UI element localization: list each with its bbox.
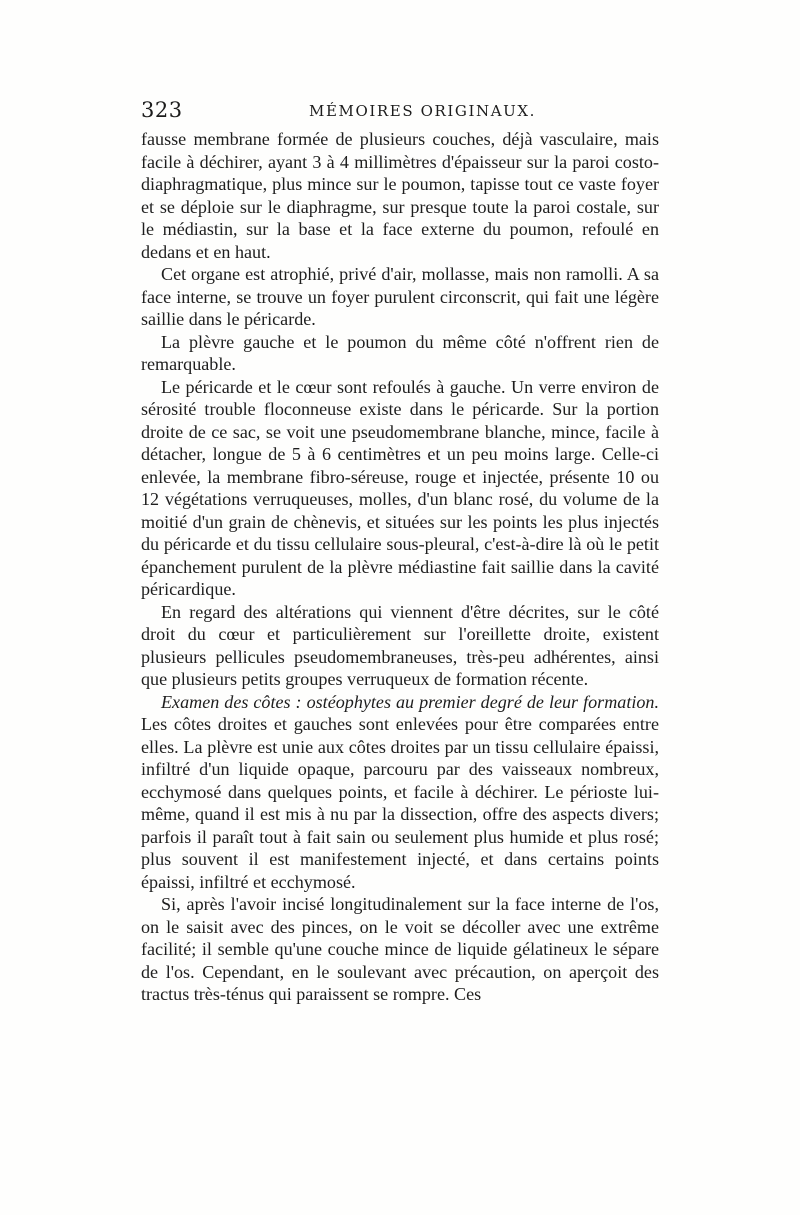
paragraph-left-pleura: La plèvre gauche et le poumon du même côté n'offrent rien de remarquable.: [141, 331, 659, 374]
body-text: [141, 128, 659, 1006]
paragraph-organ-atrophy: Cet organe est atrophié, privé d'air, mollasse, mais non ramolli. A sa face interne, se trouve un foyer purulent circonscrit, qui fait une légère saillie dans le péricarde.: [141, 264, 659, 329]
paragraph-rib-text: Les côtes droites et gauches sont enlevées pour être comparées entre elles. La plèvre est unie aux côtes droites par un tissu cellulaire épaissi, infiltré d'un liquide opaque, parcouru par des vaisseaux nombreux, ecchymosé dans quelques points, et facile à déchirer. Le périoste lui-même, quand il est mis à nu par la dissection, offre des aspects divers; parfois il paraît tout à fait sain ou seulement plus humide et plus rosé; plus souvent il est manifestement injecté, et dans certains points épaissi, infiltré et ecchymosé.: [141, 714, 659, 892]
paragraph-periosteum: Si, après l'avoir incisé longitudinalement sur la face interne de l'os, on le saisit avec des pinces, on le voit se décoller avec une extrême facilité; il semble qu'une couche mince de liquide gélatineux le sépare de l'os. Cependant, en le soulevant avec précaution, on aperçoit des tractus très-ténus qui paraissent se rompre. Ces: [141, 894, 659, 1004]
section-heading-italic: Examen des côtes : ostéophytes au premier degré de leur formation.: [161, 691, 659, 712]
page-number: 323: [141, 98, 183, 122]
paragraph-continuation: fausse membrane formée de plusieurs couches, déjà vasculaire, mais facile à déchirer, ayant 3 à 4 millimètres d'épaisseur sur la paroi costo-diaphragmatique, plus mince sur le poumon, tapisse tout ce vaste foyer et se déploie sur le diaphragme, sur presque toute la paroi costale, sur le médiastin, sur la base et la face externe du poumon, refoulé en dedans et en haut.: [141, 129, 659, 262]
paragraph-right-heart: En regard des altérations qui viennent d'être décrites, sur le côté droit du cœur et particulièrement sur l'oreillette droite, existent plusieurs pellicules pseudomembraneuses, très-peu adhérentes, ainsi que plusieurs petits groupes verruqueux de formation récente.: [141, 601, 659, 689]
paragraph-rib-examination: [141, 691, 659, 894]
page-header: [141, 98, 659, 128]
running-title: MÉMOIRES ORIGINAUX.: [309, 102, 537, 120]
paragraph-pericardium: Le péricarde et le cœur sont refoulés à gauche. Un verre environ de sérosité trouble floconneuse existe dans le péricarde. Sur la portion droite de ce sac, se voit une pseudomembrane blanche, mince, facile à détacher, longue de 5 à 6 centimètres et un peu moins large. Celle-ci enlevée, la membrane fibro-séreuse, rouge et injectée, présente 10 ou 12 végétations verruqueuses, molles, d'un blanc rosé, du volume de la moitié d'un grain de chènevis, et situées sur les points les plus injectés du péricarde et du tissu cellulaire sous-pleural, c'est-à-dire là où le petit épanchement purulent de la plèvre médiastine fait saillie dans la cavité péricardique.: [141, 376, 659, 599]
